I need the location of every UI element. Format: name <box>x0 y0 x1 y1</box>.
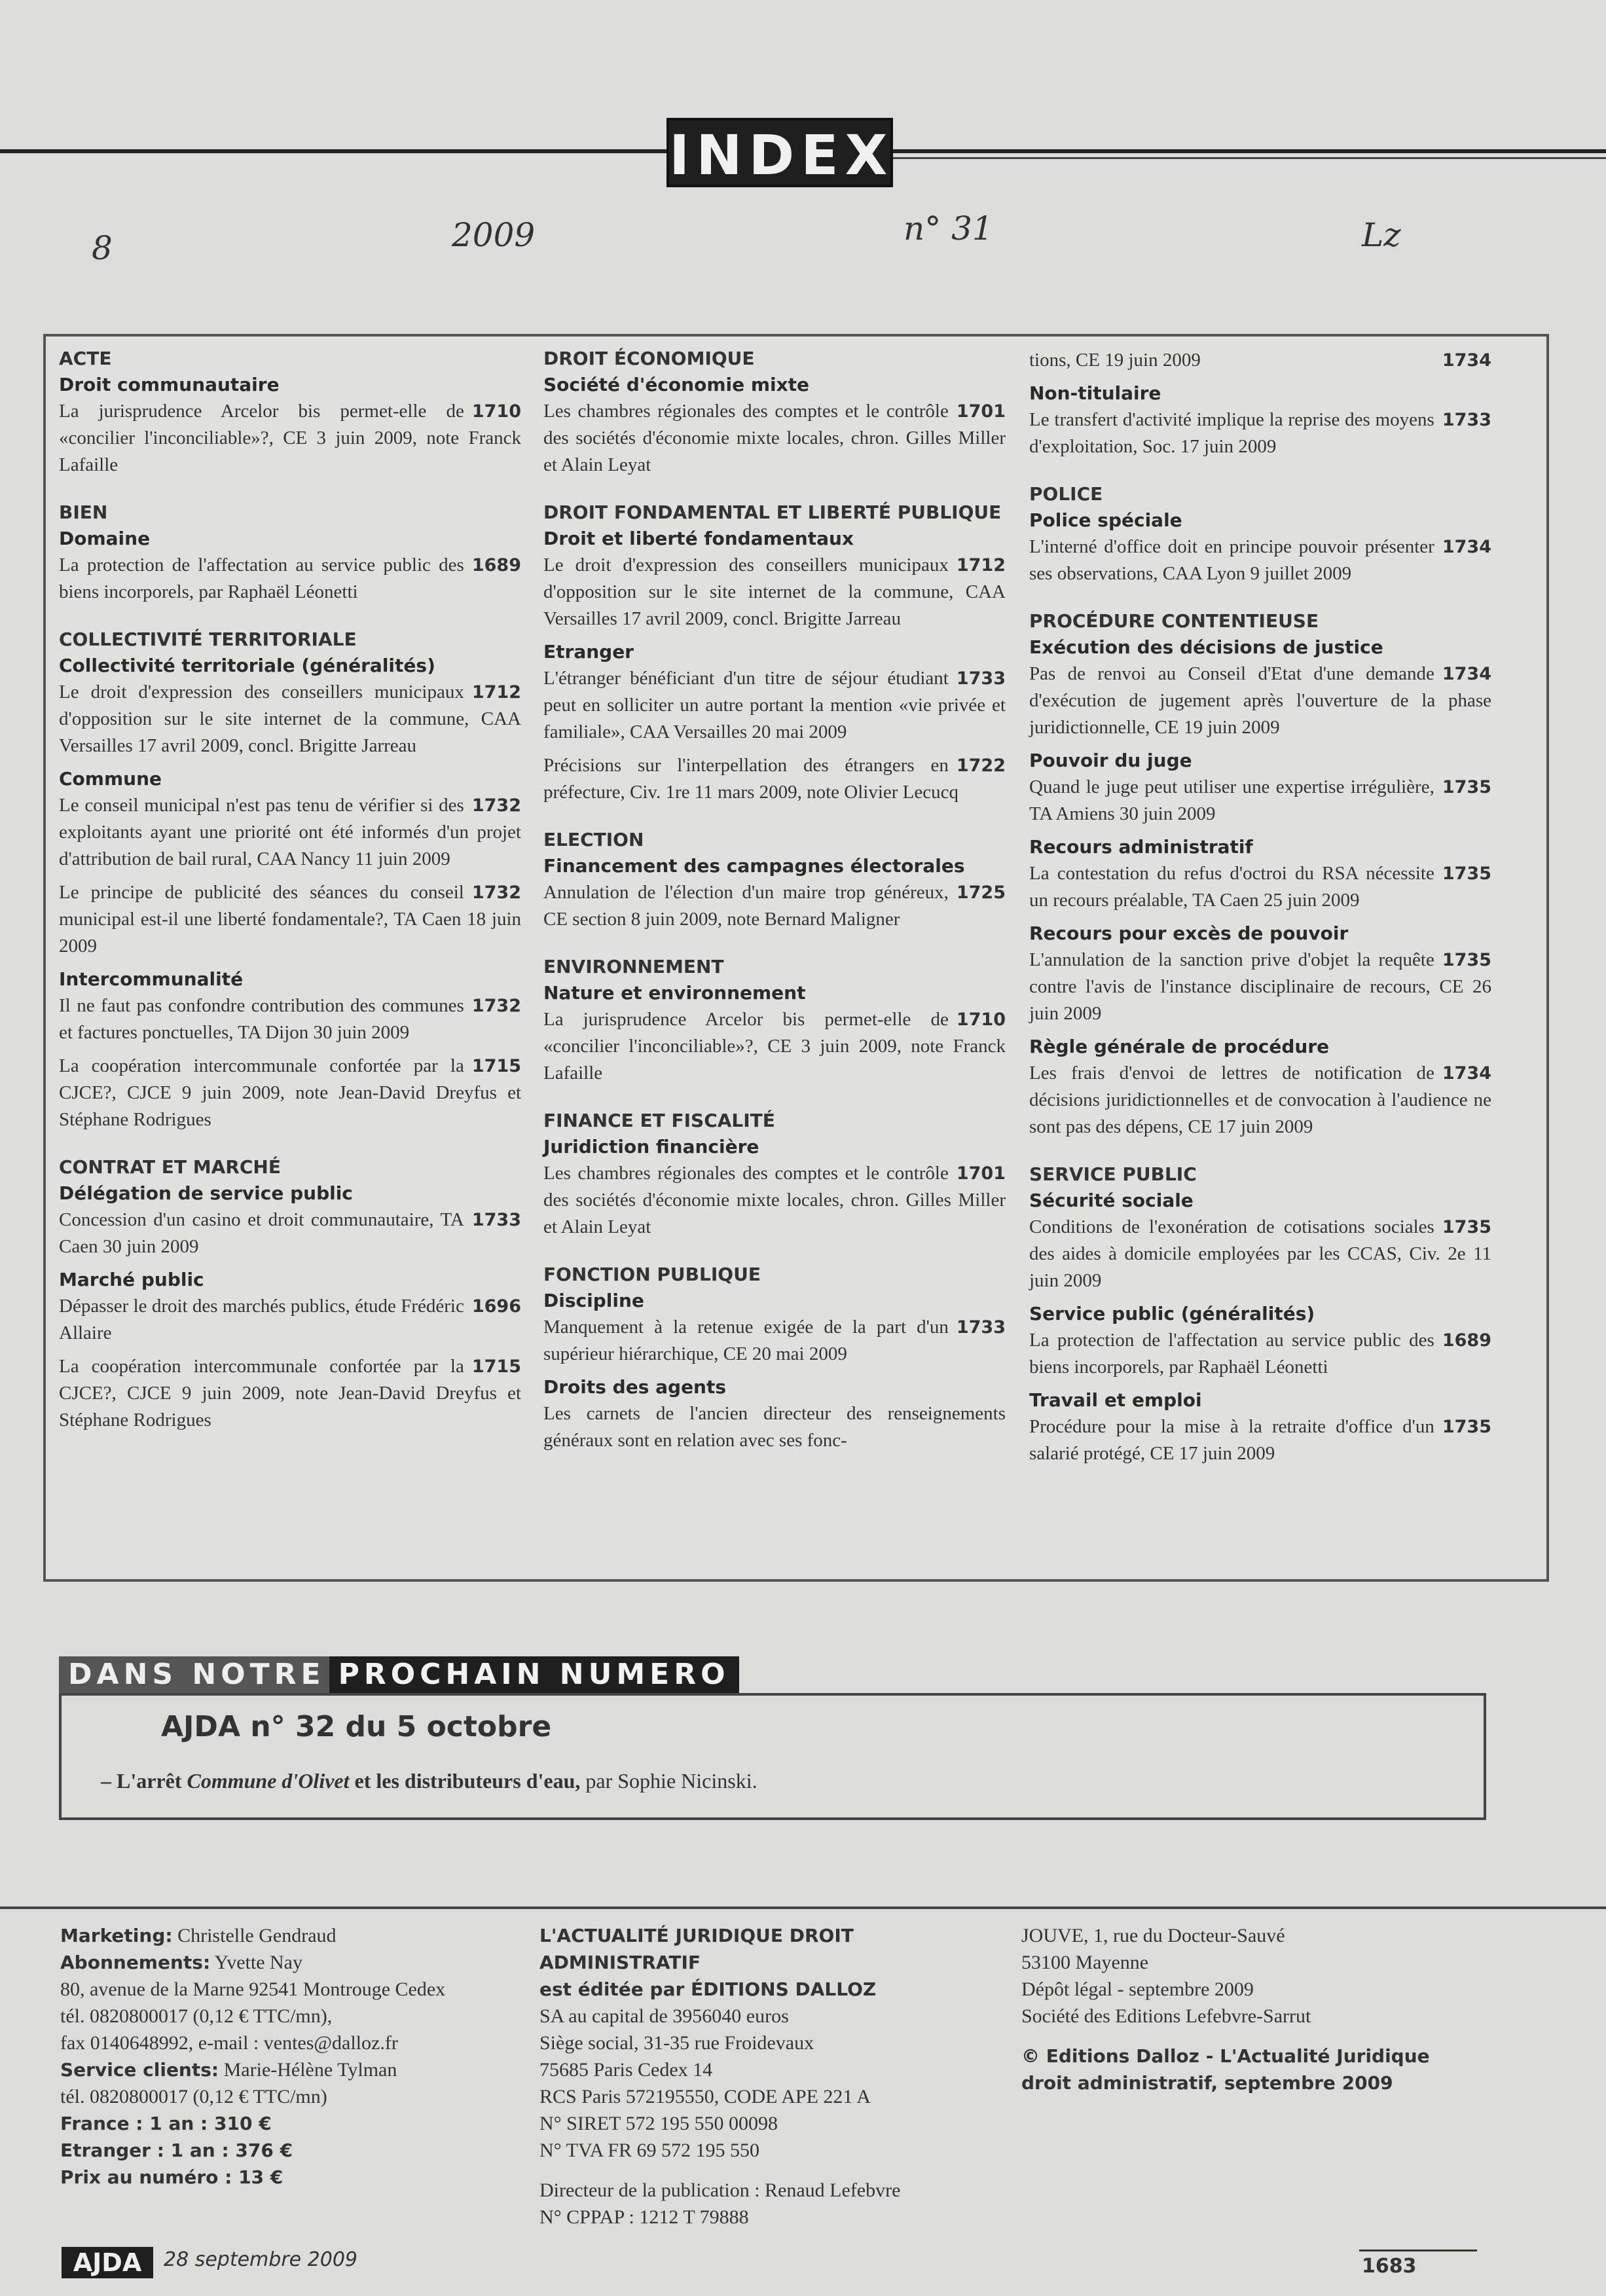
entry-text: Quand le juge peut utiliser une expertise irrégulière, TA Amiens 30 juin 2009 <box>1029 776 1434 824</box>
index-subheading: Juridiction financière <box>543 1136 759 1157</box>
page-ref: 1733 <box>464 1207 521 1233</box>
index-subheading: Règle générale de procédure <box>1029 1036 1330 1057</box>
depot-legal: Dépôt légal - septembre 2009 <box>1021 1978 1254 2000</box>
entry-text: Le principe de publicité des séances du conseil municipal est-il une liberté fondamentale?, TA Caen 18 juin 2009 <box>59 882 521 957</box>
entry-text: La contestation du refus d'octroi du RSA nécessite un recours préalable, TA Caen 25 juin 2009 <box>1029 863 1434 911</box>
index-subheading: Intercommunalité <box>59 968 244 990</box>
page-number: 1683 <box>1362 2255 1417 2278</box>
page-ref: 1735 <box>1434 774 1491 801</box>
page-ref: 1734 <box>1434 347 1491 374</box>
index-subheading: Collectivité territoriale (généralités) <box>59 655 435 676</box>
page-ref: 1735 <box>1434 1413 1491 1440</box>
index-entry <box>1029 1060 1491 1140</box>
index-section-heading: ACTE <box>59 348 112 369</box>
index-section-heading: POLICE <box>1029 483 1103 505</box>
index-entry <box>1029 1327 1491 1381</box>
page-ref: 1712 <box>464 679 521 706</box>
page-ref: 1710 <box>949 1006 1006 1033</box>
printer: JOUVE, 1, rue du Docteur-Sauvé <box>1021 1925 1285 1946</box>
price-france: France : 1 an : 310 € <box>60 2113 272 2134</box>
page-ref: 1689 <box>464 552 521 579</box>
footer-printer <box>1021 1922 1480 2096</box>
phone: tél. 0820800017 (0,12 € TTC/mn), <box>60 2005 333 2027</box>
index-entry <box>59 1207 521 1260</box>
page-ref: 1696 <box>464 1293 521 1320</box>
index-entry <box>543 552 1006 632</box>
index-subheading: Etranger <box>543 641 634 663</box>
index-section-heading: FONCTION PUBLIQUE <box>543 1264 761 1285</box>
capital: SA au capital de 3956040 euros <box>539 2005 789 2027</box>
next-issue-number: AJDA n° 32 du 5 octobre <box>161 1710 552 1743</box>
index-entry <box>59 552 521 606</box>
entry-text: Le droit d'expression des conseillers municipaux d'opposition sur le site internet de la commune, CAA Versailles 17 avril 2009, concl. Brigitte Jarreau <box>59 682 521 756</box>
siret: N° SIRET 572 195 550 00098 <box>539 2113 778 2134</box>
entry-text: Les chambres régionales des comptes et le contrôle des sociétés d'économie mixte locales, chron. Gilles Miller et Alain Leyat <box>543 401 1006 475</box>
index-column-2 <box>543 347 1006 1461</box>
article-prefix: – L'arrêt <box>101 1769 187 1793</box>
index-column-3 <box>1029 347 1491 1474</box>
index-subheading: Droits des agents <box>543 1376 727 1398</box>
entry-text: Le transfert d'activité implique la reprise des moyens d'exploitation, Soc. 17 juin 2009 <box>1029 409 1434 457</box>
index-subheading: Droit communautaire <box>59 374 280 395</box>
entry-text: L'annulation de la sanction prive d'objet la requête contre l'avis de l'instance disciplinaire de recours, CE 26 juin 2009 <box>1029 949 1491 1024</box>
entry-text: La coopération intercommunale confortée par la CJCE?, CJCE 9 juin 2009, note Jean-David Dreyfus et Stéphane Rodrigues <box>59 1356 521 1430</box>
entry-text: Les chambres régionales des comptes et le contrôle des sociétés d'économie mixte locales, chron. Gilles Miller et Alain Leyat <box>543 1163 1006 1237</box>
entry-text: Précisions sur l'interpellation des étrangers en préfecture, Civ. 1re 11 mars 2009, note Olivier Lecucq <box>543 755 959 803</box>
index-section-heading: DROIT ÉCONOMIQUE <box>543 348 755 369</box>
index-entry <box>543 1006 1006 1087</box>
page-ref: 1735 <box>1434 947 1491 974</box>
index-entry <box>1029 407 1491 460</box>
copyright-line-1: © Editions Dalloz - L'Actualité Juridique <box>1021 2045 1430 2067</box>
page-ref: 1725 <box>949 879 1006 906</box>
copyright-line-2: droit administratif, septembre 2009 <box>1021 2072 1393 2094</box>
index-subheading: Droit et liberté fondamentaux <box>543 528 854 549</box>
page-ref: 1735 <box>1434 860 1491 887</box>
handwritten-note-2: 2009 <box>452 216 536 254</box>
entry-text: Il ne faut pas confondre contribution des communes et factures ponctuelles, TA Dijon 30 juin 2009 <box>59 995 464 1043</box>
index-entry <box>59 1293 521 1347</box>
page-ref: 1715 <box>464 1053 521 1080</box>
page-title: INDEX <box>666 118 893 187</box>
entry-text: La jurisprudence Arcelor bis permet-elle de «concilier l'inconciliable»?, CE 3 juin 2009, note Franck Lafaille <box>59 401 521 475</box>
index-entry <box>543 1160 1006 1241</box>
entry-text: Les frais d'envoi de lettres de notification de décisions juridictionnelles et de convocation à l'audience ne sont pas des dépens, CE 17 juin 2009 <box>1029 1063 1491 1137</box>
entry-text: La coopération intercommunale confortée par la CJCE?, CJCE 9 juin 2009, note Jean-David Dreyfus et Stéphane Rodrigues <box>59 1055 521 1130</box>
next-issue-label <box>59 1656 739 1693</box>
entry-text: Concession d'un casino et droit communautaire, TA Caen 30 juin 2009 <box>59 1209 464 1257</box>
page-ref: 1689 <box>1434 1327 1491 1354</box>
page-ref: 1712 <box>949 552 1006 579</box>
index-subheading: Exécution des décisions de justice <box>1029 636 1383 658</box>
page-ref: 1701 <box>949 398 1006 425</box>
entry-text: Manquement à la retenue exigée de la part d'un supérieur hiérarchique, CE 20 mai 2009 <box>543 1317 949 1364</box>
fax-email: fax 0140648992, e-mail : ventes@dalloz.fr <box>60 2032 398 2054</box>
service-name: Marie-Hélène Tylman <box>219 2059 397 2081</box>
index-section-heading: COLLECTIVITÉ TERRITORIALE <box>59 629 357 650</box>
entry-text: Le conseil municipal n'est pas tenu de vérifier si des exploitants ayant une priorité ont été informés d'un projet d'attribution de bail rural, CAA Nancy 11 juin 2009 <box>59 795 521 869</box>
index-entry <box>543 398 1006 479</box>
index-entry <box>1029 860 1491 914</box>
entry-text: Pas de renvoi au Conseil d'Etat d'une demande d'exécution de jugement après l'ouverture de la phase juridictionnelle, CE 19 juin 2009 <box>1029 663 1491 738</box>
footer-publisher <box>539 1922 998 2231</box>
index-entry <box>1029 347 1491 374</box>
index-entry <box>59 1053 521 1133</box>
index-subheading: Recours administratif <box>1029 836 1253 858</box>
index-entry <box>1029 1214 1491 1294</box>
entry-text: Dépasser le droit des marchés publics, étude Frédéric Allaire <box>59 1296 464 1343</box>
index-entry <box>59 1353 521 1434</box>
index-section-heading: ELECTION <box>543 829 644 850</box>
page-ref: 1734 <box>1434 1060 1491 1087</box>
index-entry <box>1029 947 1491 1027</box>
index-subheading: Police spéciale <box>1029 509 1182 531</box>
price-etranger: Etranger : 1 an : 376 € <box>60 2140 293 2161</box>
index-section-heading: ENVIRONNEMENT <box>543 956 724 977</box>
service-phone: tél. 0820800017 (0,12 € TTC/mn) <box>60 2086 327 2107</box>
index-section-heading: FINANCE ET FISCALITÉ <box>543 1110 775 1131</box>
index-entry <box>59 879 521 960</box>
index-subheading: Société d'économie mixte <box>543 374 810 395</box>
article-author: par Sophie Nicinski. <box>580 1769 757 1793</box>
index-section-heading: SERVICE PUBLIC <box>1029 1163 1197 1185</box>
index-section-heading: PROCÉDURE CONTENTIEUSE <box>1029 610 1319 632</box>
entry-text: Conditions de l'exonération de cotisations sociales des aides à domicile employées par les CCAS, Civ. 2e 11 juin 2009 <box>1029 1216 1491 1291</box>
abonnements-name: Yvette Nay <box>210 1952 302 1973</box>
printer-city: 53100 Mayenne <box>1021 1952 1149 1973</box>
service-label: Service clients: <box>60 2059 219 2081</box>
page-ref: 1710 <box>464 398 521 425</box>
header-rule-secondary <box>890 157 1606 159</box>
footer-rule <box>0 1906 1606 1909</box>
abonnements-label: Abonnements: <box>60 1952 211 1973</box>
entry-text: Annulation de l'élection d'un maire trop généreux, CE section 8 juin 2009, note Bernard Maligner <box>543 882 949 930</box>
entry-text: L'étranger bénéficiant d'un titre de séjour étudiant peut en solliciter un autre portant la mention «vie privée et familiale», CAA Versailles 20 mai 2009 <box>543 668 1006 742</box>
entry-text: La jurisprudence Arcelor bis permet-elle de «concilier l'inconciliable»?, CE 3 juin 2009, note Franck Lafaille <box>543 1009 1006 1084</box>
index-entry <box>1029 534 1491 587</box>
page-ref: 1733 <box>949 665 1006 692</box>
index-box <box>43 334 1549 1582</box>
handwritten-note-4: Lz <box>1362 216 1401 254</box>
index-entry <box>543 752 1006 806</box>
index-entry <box>59 993 521 1046</box>
next-issue-box <box>59 1693 1486 1820</box>
city: 75685 Paris Cedex 14 <box>539 2059 713 2081</box>
index-subheading: Financement des campagnes électorales <box>543 855 965 877</box>
price-issue: Prix au numéro : 13 € <box>60 2166 283 2188</box>
entry-text: L'interné d'office doit en principe pouvoir présenter ses observations, CAA Lyon 9 juillet 2009 <box>1029 536 1434 584</box>
handwritten-note-1: 8 <box>92 229 113 267</box>
publisher-name: est éditée par ÉDITIONS DALLOZ <box>539 1978 877 2000</box>
next-issue-label-b: PROCHAIN NUMERO <box>329 1656 739 1693</box>
page-ref: 1734 <box>1434 534 1491 560</box>
publication-name: L'ACTUALITÉ JURIDIQUE DROIT ADMINISTRATIF <box>539 1925 854 1973</box>
page-ref: 1735 <box>1434 1214 1491 1241</box>
index-entry <box>543 1400 1006 1454</box>
article-italic: Commune d'Olivet <box>187 1769 350 1793</box>
index-subheading: Nature et environnement <box>543 982 806 1004</box>
index-subheading: Recours pour excès de pouvoir <box>1029 922 1349 944</box>
index-entry <box>543 1314 1006 1368</box>
address: 80, avenue de la Marne 92541 Montrouge Cedex <box>60 1978 446 2000</box>
index-subheading: Discipline <box>543 1290 644 1311</box>
index-entry <box>59 679 521 759</box>
page-ref: 1732 <box>464 993 521 1019</box>
next-issue-article <box>101 1769 757 1793</box>
index-section-heading: BIEN <box>59 501 108 523</box>
index-entry <box>543 665 1006 746</box>
page-ref: 1733 <box>949 1314 1006 1341</box>
siege: Siège social, 31-35 rue Froidevaux <box>539 2032 814 2054</box>
next-issue-label-a: DANS NOTRE <box>59 1656 335 1693</box>
index-subheading: Non-titulaire <box>1029 382 1161 404</box>
index-subheading: Travail et emploi <box>1029 1389 1202 1411</box>
rcs: RCS Paris 572195550, CODE APE 221 A <box>539 2086 871 2107</box>
index-entry <box>1029 1413 1491 1467</box>
page-ref: 1715 <box>464 1353 521 1380</box>
footer-date: 28 septembre 2009 <box>164 2248 358 2271</box>
entry-text: Procédure pour la mise à la retraite d'office d'un salarié protégé, CE 17 juin 2009 <box>1029 1416 1434 1464</box>
page-ref: 1733 <box>1434 407 1491 433</box>
entry-text: La protection de l'affectation au service public des biens incorporels, par Raphaël Léonetti <box>59 555 464 602</box>
index-subheading: Sécurité sociale <box>1029 1190 1194 1211</box>
index-section-heading: CONTRAT ET MARCHÉ <box>59 1156 281 1178</box>
page-ref: 1732 <box>464 792 521 819</box>
directeur: Directeur de la publication : Renaud Lefebvre <box>539 2179 901 2201</box>
marketing-label: Marketing: <box>60 1925 173 1946</box>
entry-text: tions, CE 19 juin 2009 <box>1029 350 1201 371</box>
page-number-rule <box>1359 2250 1477 2251</box>
page-ref: 1701 <box>949 1160 1006 1187</box>
page-ref: 1732 <box>464 879 521 906</box>
index-section-heading: DROIT FONDAMENTAL ET LIBERTÉ PUBLIQUE <box>543 501 1002 523</box>
index-subheading: Commune <box>59 768 162 790</box>
index-subheading: Pouvoir du juge <box>1029 750 1192 771</box>
index-subheading: Marché public <box>59 1269 204 1290</box>
index-entry <box>59 398 521 479</box>
entry-text: Le droit d'expression des conseillers municipaux d'opposition sur le site internet de la commune, CAA Versailles 17 avril 2009, concl. Brigitte Jarreau <box>543 555 1006 629</box>
index-entry <box>59 792 521 873</box>
marketing-name: Christelle Gendraud <box>172 1925 337 1946</box>
cppap: N° CPPAP : 1212 T 79888 <box>539 2206 749 2228</box>
article-mid: et les distributeurs d'eau, <box>349 1769 581 1793</box>
index-column-1 <box>59 347 521 1440</box>
index-subheading: Domaine <box>59 528 151 549</box>
index-subheading: Service public (généralités) <box>1029 1303 1315 1324</box>
index-entry <box>1029 774 1491 828</box>
ajda-logo: AJDA <box>62 2247 153 2278</box>
index-subheading: Délégation de service public <box>59 1182 353 1204</box>
page-ref: 1722 <box>949 752 1006 779</box>
page-ref: 1734 <box>1434 661 1491 687</box>
handwritten-note-3: n° 31 <box>903 210 993 247</box>
entry-text: La protection de l'affectation au service public des biens incorporels, par Raphaël Léonetti <box>1029 1330 1434 1377</box>
index-entry <box>1029 661 1491 741</box>
footer-contacts <box>60 1922 519 2191</box>
tva: N° TVA FR 69 572 195 550 <box>539 2140 759 2161</box>
entry-text: Les carnets de l'ancien directeur des renseignements généraux sont en relation avec ses fonc- <box>543 1403 1006 1451</box>
index-entry <box>543 879 1006 933</box>
societe: Société des Editions Lefebvre-Sarrut <box>1021 2005 1311 2027</box>
